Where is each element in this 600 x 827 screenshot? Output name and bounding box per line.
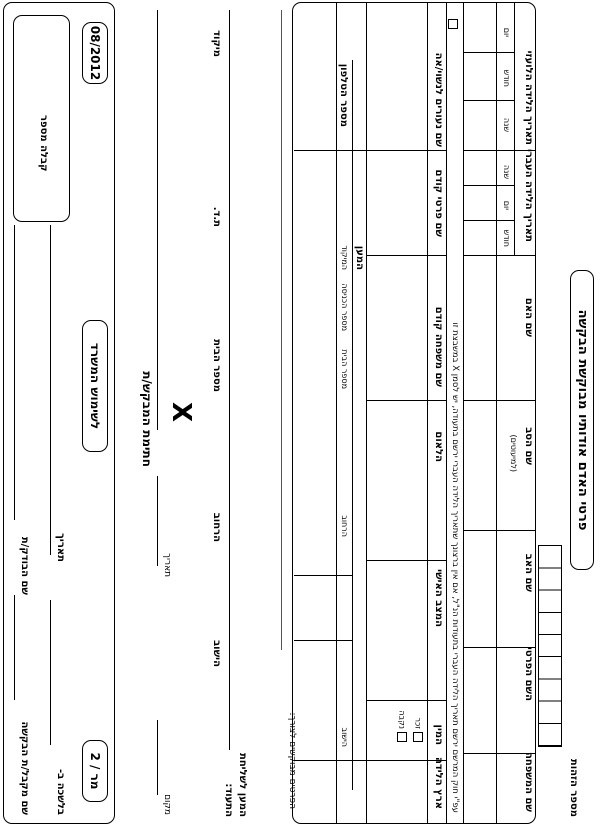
father-name-header: שם האב [523,553,534,592]
zip-column-label: המיקוד [340,245,349,270]
sex-male-option[interactable]: זכר [413,717,423,742]
signature-line [157,10,158,430]
foreign-year-label: שנה [502,117,511,132]
date-line [157,476,158,566]
birth-country-header: ארץ הלידה [433,756,444,809]
checker-name-label: שם הבודק/ת [19,536,30,595]
mailing-po-box-label: ת.ד. [211,206,222,227]
street-column-label: הרחוב [340,515,349,537]
form-title: פרטי האדם אודותיו מבוקשת הבקשה [570,270,594,570]
first-name-header: השם הפרטי [523,646,534,701]
hebrew-day-label: יום [502,200,511,210]
marital-status-header: המצב האישי [433,569,444,627]
mailing-label-line1: המען לשליחת [237,752,248,817]
mailing-settlement-label: הישוב [211,640,222,667]
sex-female-option[interactable]: נקבה [397,710,407,742]
hebrew-month-label: חודש [502,229,511,247]
id-number-field[interactable] [538,545,562,747]
hebrew-dob-header: תאריך הלידה העברי [523,148,534,242]
foreign-month-label: חודש [502,69,511,87]
mailing-street-label: הרחוב [211,512,222,542]
mother-name-header: שם האם [523,297,534,337]
office-date-label: תאריך [55,533,66,562]
receiver-name-label: שם מקבל/ת הבקשה [19,721,30,815]
sex-header: המין [433,724,444,745]
bureau-line [50,600,51,745]
mailing-zip-label: מיקוד [211,30,222,57]
receiver-name-line [14,595,15,700]
foreign-dob-header: תאריך הלידה הלועזי [523,50,534,145]
foreign-day-label: יום [502,27,511,37]
purpose-line [281,10,282,650]
signature-label: חתימת המבקש/ת [140,371,154,467]
bureau-label: בלשכה ב- [55,769,66,815]
office-date-line [50,225,51,555]
grandfather-note: (למיעוטים) [509,434,518,472]
place-label: מקום [162,794,172,815]
prev-family-name-header: שם משפחה קודם [433,306,444,387]
signature-x-mark: X [166,402,196,423]
house-number-column-label: מספר הבית [340,349,349,389]
nationality-header: הלאום [433,431,444,462]
hebrew-year-label: שנה [502,164,511,179]
grandfather-name-header: שם הסב [523,427,534,465]
checker-name-line [14,225,15,520]
form-date-badge: 08/2012 [82,22,108,84]
id-number-label: מספר הזהות [568,758,579,817]
purpose-label: הפרטים מבוקשים לצורך: [287,712,297,809]
office-use-badge: לשימוש המשרד [82,320,108,452]
mailing-address-line [229,10,230,750]
place-line [157,720,158,795]
mailing-label-line2: התעוד: [223,783,234,817]
family-name-header: שם המשפחה [523,751,534,812]
female-checkbox[interactable] [397,732,407,742]
hebrew-date-note: עפ"י חוק המרשם ירשם תאריך הלידה העברי בתעודות הנ"ל, אם אין ברצונך שתאריך הלידה העברי ירשם בתעודה, יש לסמן X במשבצת זו [450,322,460,813]
hebrew-date-optout-checkbox[interactable] [448,19,458,29]
entrance-number-column-label: מספר הכניסה [340,283,349,331]
receipt-number-label: קבלה מספר [38,115,49,172]
date-label: תאריך [162,553,172,577]
settlement-column-label: הישוב [340,727,349,747]
male-checkbox[interactable] [413,732,423,742]
prev-first-name-header: שם פרטי קודם [433,169,444,237]
maiden-names-header: שם נעורים לנשוי/אה [433,52,444,147]
phone-header: מספר הטלפון [338,63,349,127]
mailing-house-number-label: מספר הבית [211,339,222,392]
address-header: המען [354,245,365,270]
form-id-badge: מר / 2 [82,740,108,802]
